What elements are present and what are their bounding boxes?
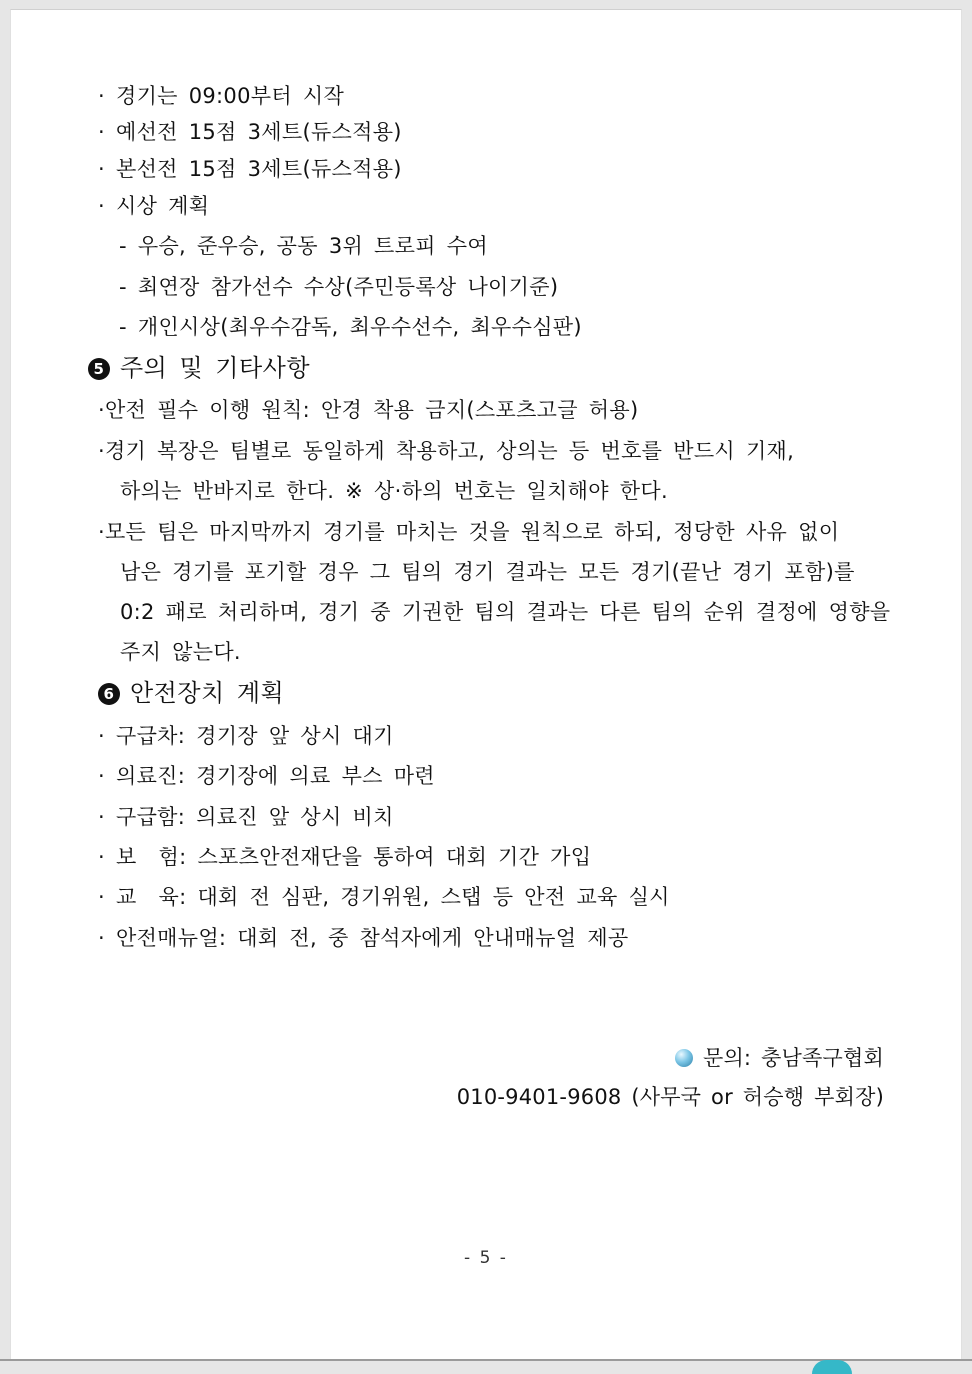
- safety-item: · 구급차: 경기장 앞 상시 대기: [98, 724, 394, 748]
- bullet: ·: [98, 926, 105, 950]
- section-heading: [88, 353, 310, 383]
- award-item: - 최연장 참가선수 수상(주민등록상 나이기준): [119, 275, 559, 299]
- notice-line: ·경기 복장은 팀별로 동일하게 착용하고, 상의는 등 번호를 반드시 기재,: [98, 439, 795, 463]
- notice-line: ·모든 팀은 마지막까지 경기를 마치는 것을 원칙으로 하되, 정당한 사유 없이: [98, 520, 840, 544]
- page-number: - 5 -: [464, 1248, 508, 1268]
- notice-line: 주지 않는다.: [120, 640, 241, 664]
- section-heading: [98, 678, 284, 708]
- match-info-item: · 경기는 09:00부터 시작: [98, 84, 345, 108]
- safety-item: · 보 험: 스포츠안전재단을 통하여 대회 기간 가입: [98, 845, 592, 869]
- notice-line: 하의는 반바지로 한다. ※ 상·하의 번호는 일치해야 한다.: [120, 479, 668, 503]
- safety-item: · 의료진: 경기장에 의료 부스 마련: [98, 764, 435, 788]
- bullet: ·: [98, 805, 105, 829]
- safety-item: · 안전매뉴얼: 대회 전, 중 참석자에게 안내매뉴얼 제공: [98, 926, 629, 950]
- bullet: ·: [98, 194, 105, 218]
- bullet: ·: [98, 157, 105, 181]
- safety-item: · 구급함: 의료진 앞 상시 비치: [98, 805, 394, 829]
- contact-label: 문의: 충남족구협회: [675, 1044, 884, 1072]
- bullet: ·: [98, 120, 105, 144]
- match-info-item: · 본선전 15점 3세트(듀스적용): [98, 157, 402, 181]
- award-item: - 개인시상(최우수감독, 최우수선수, 최우수심판): [119, 315, 582, 339]
- contact-phone: 010-9401-9608 (사무국 or 허승행 부회장): [456, 1085, 884, 1109]
- corner-badge-icon: [812, 1360, 852, 1374]
- notice-line: 0:2 패로 처리하며, 경기 중 기권한 팀의 결과는 다른 팀의 순위 결정에 영향을: [120, 600, 891, 624]
- section-title: 주의 및 기타사항: [120, 354, 311, 382]
- match-info-item: · 예선전 15점 3세트(듀스적용): [98, 120, 402, 144]
- section-title: 안전장치 계획: [130, 679, 285, 707]
- section-number: 5: [88, 358, 110, 380]
- section-number: 6: [98, 683, 120, 705]
- match-info-item: · 시상 계획: [98, 194, 210, 218]
- bullet: ·: [98, 845, 105, 869]
- award-item: - 우승, 준우승, 공동 3위 트로피 수여: [119, 234, 488, 258]
- safety-item: · 교 육: 대회 전 심판, 경기위원, 스탭 등 안전 교육 실시: [98, 885, 670, 909]
- notice-line: 남은 경기를 포기할 경우 그 팀의 경기 결과는 모든 경기(끝난 경기 포함)를: [120, 560, 855, 584]
- globe-icon: [675, 1049, 693, 1067]
- bullet: ·: [98, 764, 105, 788]
- bullet: ·: [98, 885, 105, 909]
- bullet: ·: [98, 724, 105, 748]
- notice-line: ·안전 필수 이행 원칙: 안경 착용 금지(스포츠고글 허용): [98, 398, 639, 422]
- bullet: ·: [98, 84, 105, 108]
